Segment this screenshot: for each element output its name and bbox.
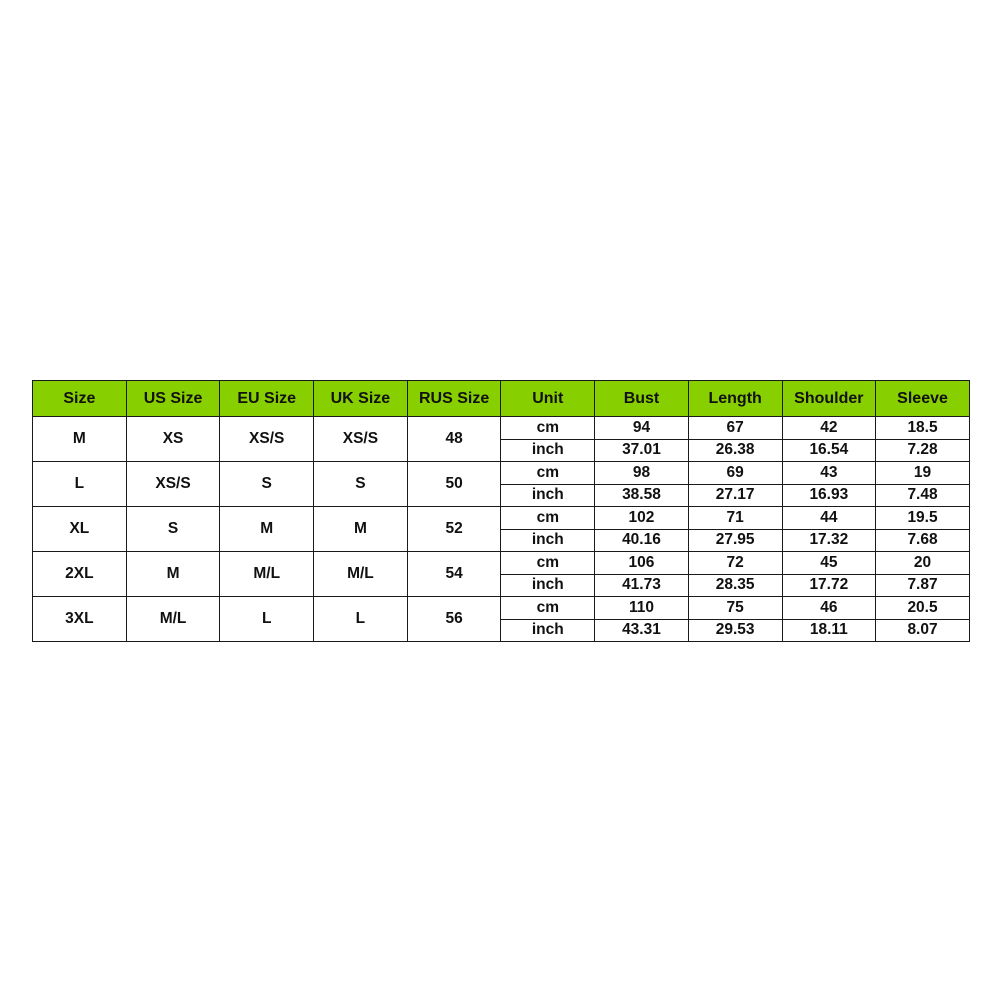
cell-eu-size: S (220, 462, 314, 507)
table-row (33, 597, 970, 620)
cell-shoulder: 44 (782, 507, 876, 530)
cell-eu-size: L (220, 597, 314, 642)
cell-rus-size: 50 (407, 462, 501, 507)
cell-bust: 41.73 (595, 574, 689, 597)
header-row (33, 381, 970, 417)
cell-uk-size: L (314, 597, 408, 642)
cell-size: 2XL (33, 552, 127, 597)
header-length: Length (688, 381, 782, 417)
cell-uk-size: XS/S (314, 417, 408, 462)
cell-shoulder: 45 (782, 552, 876, 575)
cell-shoulder: 43 (782, 462, 876, 485)
size-chart-body (33, 417, 970, 642)
cell-shoulder: 18.11 (782, 619, 876, 642)
cell-shoulder: 46 (782, 597, 876, 620)
cell-rus-size: 56 (407, 597, 501, 642)
cell-bust: 43.31 (595, 619, 689, 642)
cell-unit: inch (501, 484, 595, 507)
cell-size: 3XL (33, 597, 127, 642)
cell-shoulder: 42 (782, 417, 876, 440)
cell-length: 29.53 (688, 619, 782, 642)
cell-sleeve: 20 (876, 552, 970, 575)
cell-eu-size: M/L (220, 552, 314, 597)
cell-sleeve: 8.07 (876, 619, 970, 642)
cell-size: XL (33, 507, 127, 552)
cell-sleeve: 7.48 (876, 484, 970, 507)
cell-length: 75 (688, 597, 782, 620)
cell-length: 27.95 (688, 529, 782, 552)
header-shoulder: Shoulder (782, 381, 876, 417)
cell-shoulder: 16.93 (782, 484, 876, 507)
cell-length: 27.17 (688, 484, 782, 507)
cell-uk-size: M (314, 507, 408, 552)
cell-unit: cm (501, 597, 595, 620)
cell-length: 67 (688, 417, 782, 440)
cell-bust: 110 (595, 597, 689, 620)
cell-bust: 98 (595, 462, 689, 485)
table-row (33, 552, 970, 575)
cell-size: L (33, 462, 127, 507)
cell-uk-size: M/L (314, 552, 408, 597)
cell-bust: 40.16 (595, 529, 689, 552)
cell-shoulder: 17.72 (782, 574, 876, 597)
cell-bust: 106 (595, 552, 689, 575)
cell-shoulder: 17.32 (782, 529, 876, 552)
cell-length: 71 (688, 507, 782, 530)
cell-length: 26.38 (688, 439, 782, 462)
header-rus-size: RUS Size (407, 381, 501, 417)
cell-bust: 38.58 (595, 484, 689, 507)
cell-unit: cm (501, 417, 595, 440)
cell-unit: cm (501, 507, 595, 530)
cell-sleeve: 20.5 (876, 597, 970, 620)
size-chart-header (33, 381, 970, 417)
cell-bust: 102 (595, 507, 689, 530)
cell-sleeve: 7.87 (876, 574, 970, 597)
table-row (33, 462, 970, 485)
cell-length: 72 (688, 552, 782, 575)
table-row (33, 507, 970, 530)
cell-eu-size: XS/S (220, 417, 314, 462)
cell-unit: inch (501, 529, 595, 552)
table-row (33, 417, 970, 440)
cell-sleeve: 19 (876, 462, 970, 485)
header-eu-size: EU Size (220, 381, 314, 417)
cell-sleeve: 18.5 (876, 417, 970, 440)
cell-us-size: M/L (126, 597, 220, 642)
header-us-size: US Size (126, 381, 220, 417)
header-size: Size (33, 381, 127, 417)
header-unit: Unit (501, 381, 595, 417)
cell-unit: inch (501, 619, 595, 642)
cell-size: M (33, 417, 127, 462)
cell-uk-size: S (314, 462, 408, 507)
cell-us-size: M (126, 552, 220, 597)
cell-unit: inch (501, 439, 595, 462)
cell-rus-size: 52 (407, 507, 501, 552)
cell-sleeve: 7.68 (876, 529, 970, 552)
cell-eu-size: M (220, 507, 314, 552)
header-uk-size: UK Size (314, 381, 408, 417)
cell-rus-size: 54 (407, 552, 501, 597)
cell-unit: inch (501, 574, 595, 597)
header-sleeve: Sleeve (876, 381, 970, 417)
cell-sleeve: 7.28 (876, 439, 970, 462)
size-chart-table (32, 380, 970, 642)
header-bust: Bust (595, 381, 689, 417)
cell-sleeve: 19.5 (876, 507, 970, 530)
cell-us-size: S (126, 507, 220, 552)
cell-unit: cm (501, 462, 595, 485)
cell-bust: 37.01 (595, 439, 689, 462)
cell-unit: cm (501, 552, 595, 575)
cell-bust: 94 (595, 417, 689, 440)
cell-rus-size: 48 (407, 417, 501, 462)
cell-length: 28.35 (688, 574, 782, 597)
cell-shoulder: 16.54 (782, 439, 876, 462)
cell-length: 69 (688, 462, 782, 485)
cell-us-size: XS/S (126, 462, 220, 507)
cell-us-size: XS (126, 417, 220, 462)
